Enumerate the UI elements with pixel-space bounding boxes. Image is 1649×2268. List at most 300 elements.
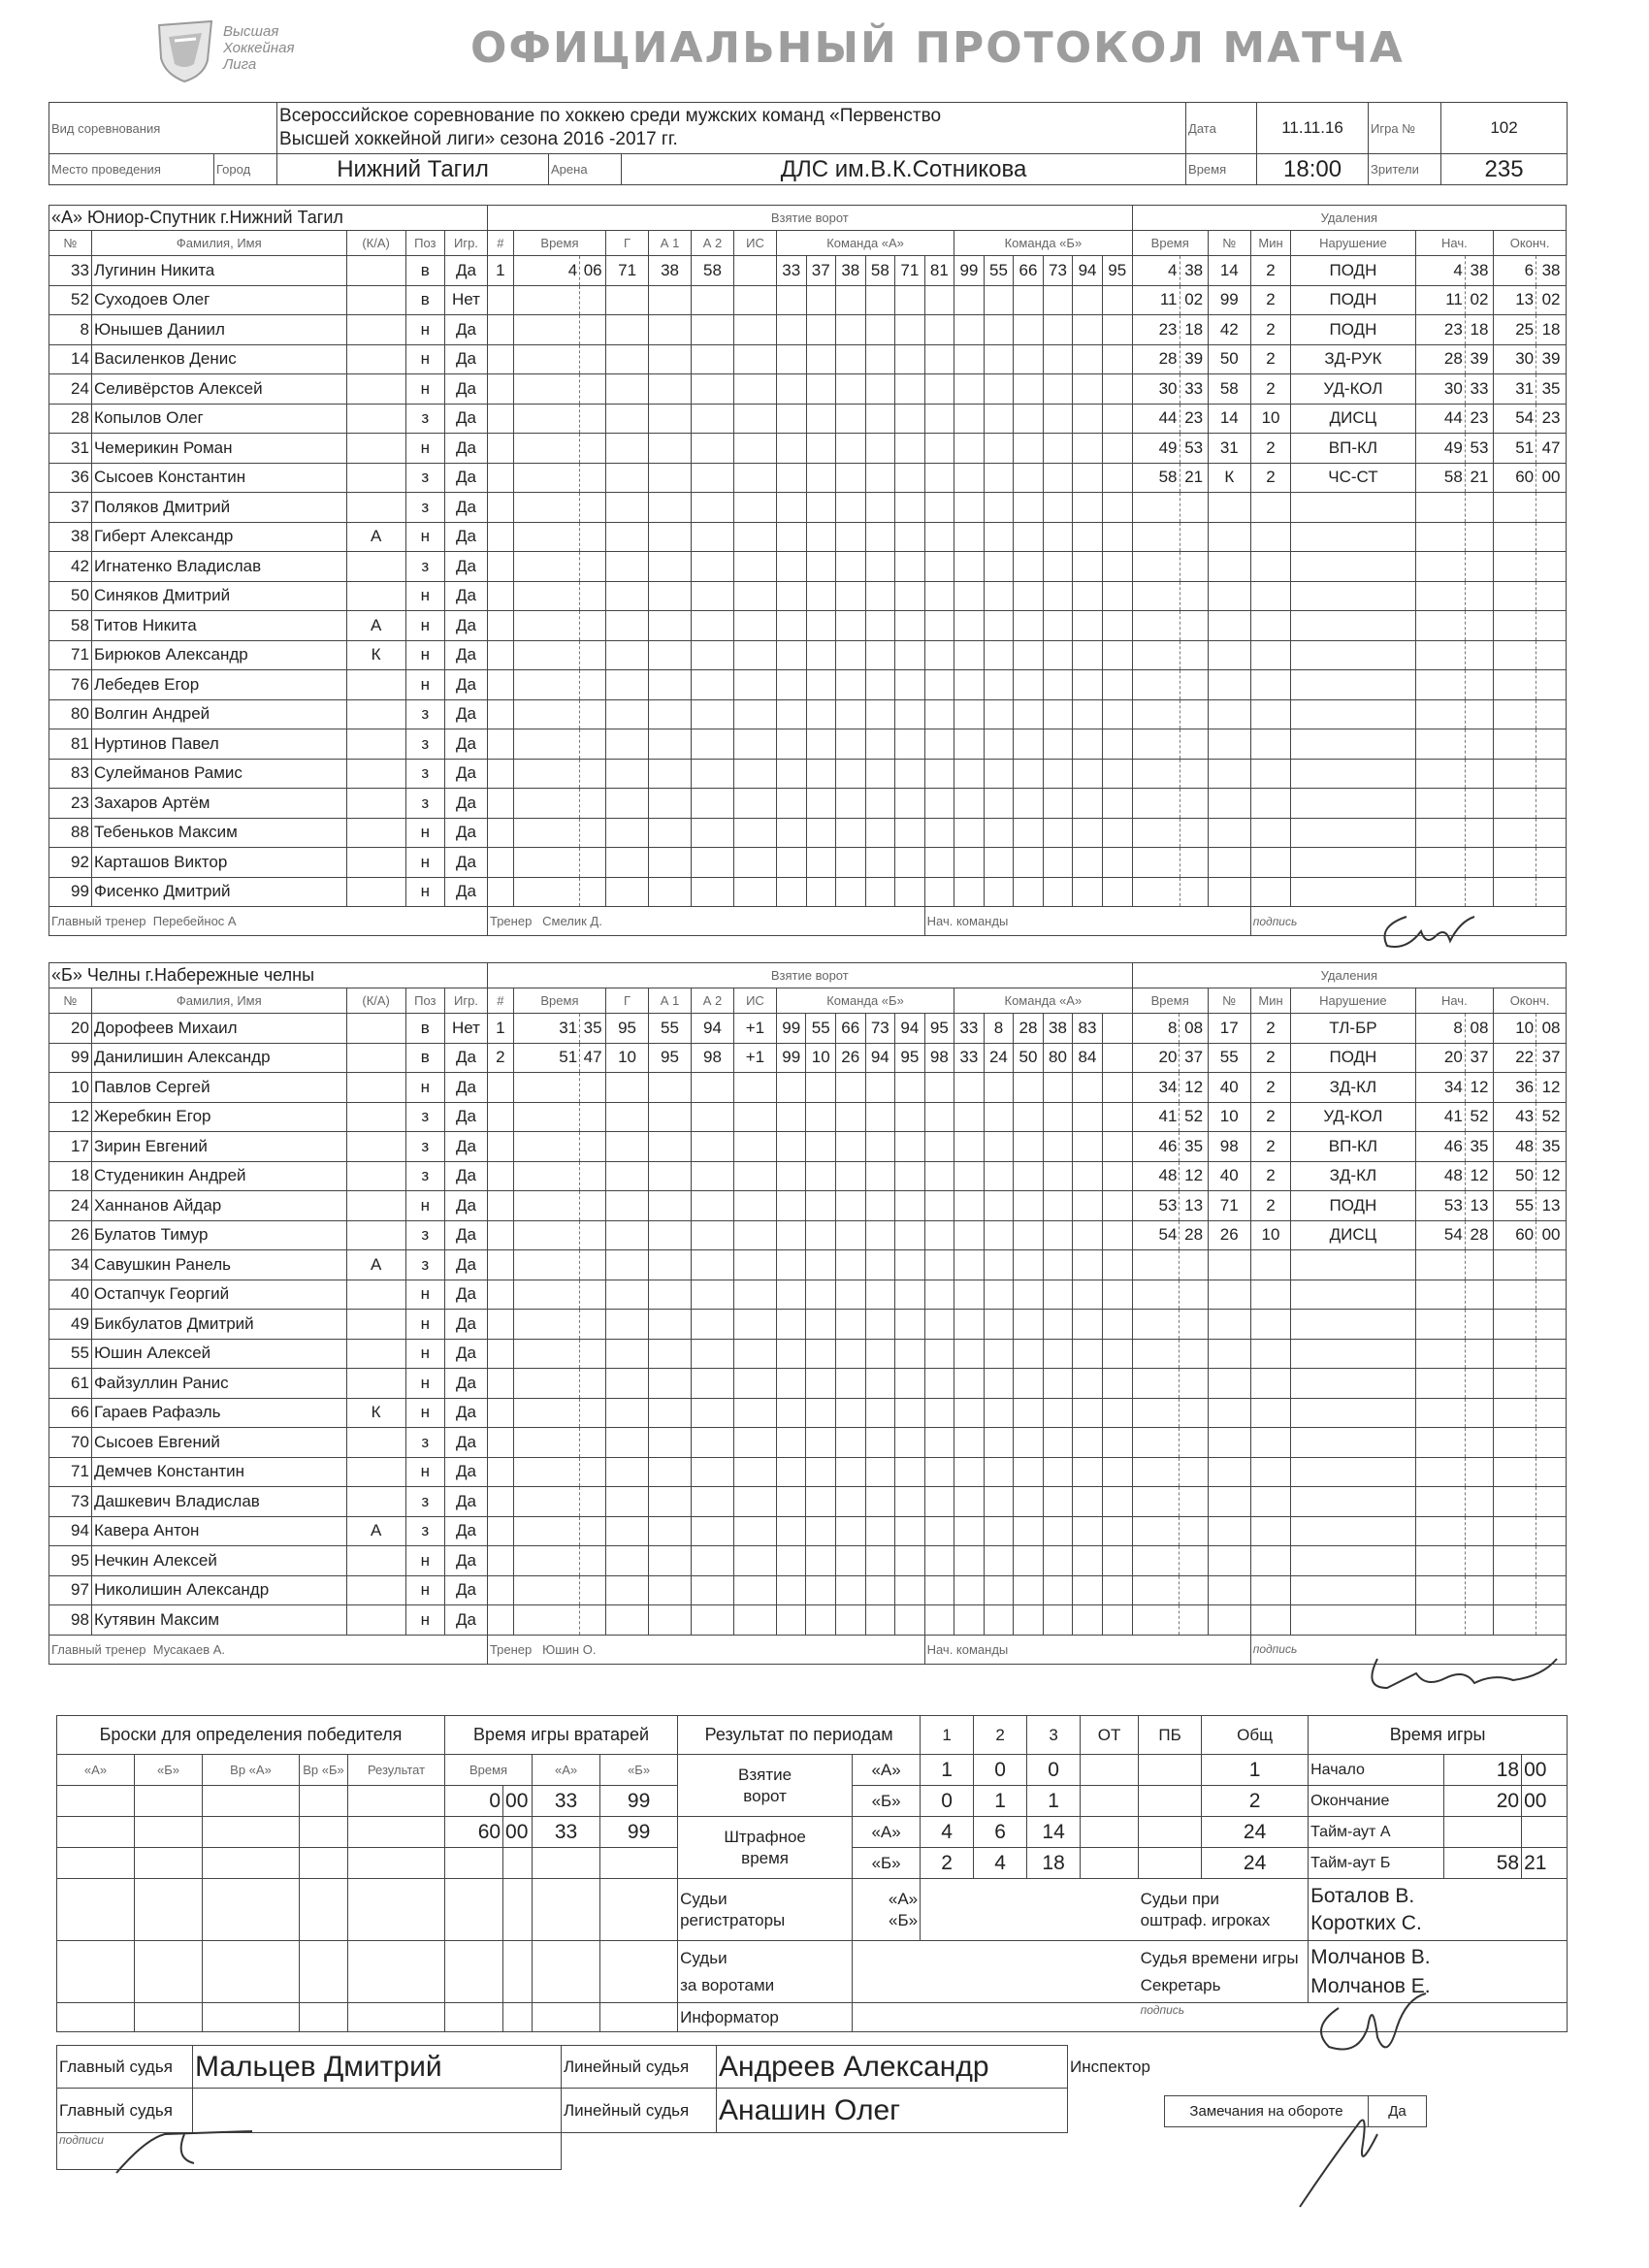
goal-index: [487, 434, 513, 464]
on-ice-opp: [1102, 434, 1132, 464]
pen-minutes: [1250, 493, 1291, 523]
goal-min: [513, 1398, 579, 1428]
pen-start-sec: 08: [1465, 1014, 1493, 1044]
goal-assist1: [649, 848, 692, 878]
player-name: Поляков Дмитрий: [91, 493, 346, 523]
on-ice-own: [836, 1457, 866, 1487]
pen-minutes: [1250, 1250, 1291, 1280]
goal-scorer: [606, 374, 649, 405]
on-ice-own: [895, 1132, 925, 1162]
player-row: [49, 1102, 1567, 1132]
on-ice-opp: [984, 1428, 1014, 1458]
player-row: [49, 256, 1567, 286]
goal-index: 1: [487, 1014, 513, 1044]
pen-sec: 33: [1180, 374, 1208, 405]
on-ice-own: [836, 1516, 866, 1546]
signatures-label: подписи: [57, 2133, 562, 2170]
pen-sec: [1180, 1487, 1208, 1517]
on-ice-own: [895, 759, 925, 789]
player-name: Карташов Виктор: [91, 848, 346, 878]
pen-start-min: [1415, 789, 1465, 819]
on-ice-opp: [954, 581, 985, 611]
chief-cell: Нач. команды: [924, 907, 1250, 936]
goal-strength: [734, 848, 777, 878]
pen-end-sec: [1536, 552, 1567, 582]
on-ice-opp: [1073, 1073, 1103, 1103]
goal-strength: [734, 493, 777, 523]
player-ka: [346, 1280, 405, 1310]
pen-minutes: [1250, 1575, 1291, 1605]
pen-violation: ЗД-КЛ: [1291, 1073, 1415, 1103]
registrar-label: Судьи регистраторы: [678, 1879, 853, 1941]
on-ice-opp: [1073, 1605, 1103, 1636]
pen-end-sec: [1536, 877, 1567, 907]
on-ice-own: [776, 1250, 806, 1280]
player-name: Фисенко Дмитрий: [91, 877, 346, 907]
on-ice-own: [924, 699, 954, 729]
goal-assist2: [692, 493, 734, 523]
pen-start-min: [1415, 848, 1465, 878]
goal-strength: +1: [733, 1014, 776, 1044]
goal-index: [487, 1546, 513, 1576]
on-ice-opp: [984, 1369, 1014, 1399]
goal-assist2: [692, 789, 734, 819]
goal-sec: [580, 640, 606, 670]
on-ice-own: [836, 522, 866, 552]
on-ice-own: [865, 581, 895, 611]
pen-min: [1132, 1516, 1180, 1546]
pen-start-min: [1415, 1310, 1465, 1340]
goal-strength: [734, 789, 777, 819]
goal-sec: [580, 1398, 606, 1428]
player-name: Остапчук Георгий: [91, 1280, 346, 1310]
on-ice-own: [776, 522, 806, 552]
on-ice-opp: [1043, 1516, 1073, 1546]
on-ice-own: [895, 789, 925, 819]
pen-start-sec: 13: [1465, 1191, 1493, 1221]
pen-player: 58: [1208, 374, 1250, 405]
on-ice-opp: [1102, 1575, 1132, 1605]
goals-header: Взятие ворот: [487, 206, 1132, 231]
city-value: Нижний Тагил: [277, 154, 549, 185]
remarks-label: Замечания на обороте: [1165, 2096, 1369, 2127]
pen-player: [1208, 581, 1250, 611]
pen-end-min: [1494, 1575, 1536, 1605]
on-ice-opp: [1102, 374, 1132, 405]
player-number: 36: [49, 463, 92, 493]
on-ice-opp: [1043, 1369, 1073, 1399]
spectators-label: Зрители: [1369, 154, 1441, 185]
player-pos: в: [405, 1043, 444, 1073]
on-ice-own: [836, 1310, 866, 1340]
goal-strength: [734, 729, 777, 760]
goal-assist1: [649, 1546, 692, 1576]
coach-cell: Главный тренер Перебейнос А: [49, 907, 488, 936]
player-ka: [346, 374, 405, 405]
on-ice-own: [836, 1428, 866, 1458]
on-ice-opp: [954, 463, 985, 493]
player-ka: [346, 1191, 405, 1221]
player-pos: н: [405, 374, 444, 405]
pen-minutes: [1250, 1398, 1291, 1428]
player-play: Да: [444, 877, 487, 907]
on-ice-own: [865, 729, 895, 760]
goal-strength: [734, 374, 777, 405]
on-ice-opp: [1073, 1191, 1103, 1221]
on-ice-opp: [1014, 877, 1044, 907]
on-ice-own: [836, 344, 866, 374]
goal-sec: [580, 1428, 606, 1458]
on-ice-opp: [954, 1191, 985, 1221]
on-ice-opp: [1102, 1250, 1132, 1280]
on-ice-own: [924, 1369, 954, 1399]
player-number: 83: [49, 759, 92, 789]
player-number: 26: [49, 1220, 92, 1250]
on-ice-own: [806, 1575, 836, 1605]
goal-scorer: [606, 493, 649, 523]
goal-scorer: [606, 581, 649, 611]
goal-sec: [580, 1220, 606, 1250]
on-ice-opp: [1102, 1310, 1132, 1340]
goal-assist2: [692, 1310, 734, 1340]
col-team-own: Команда «Б»: [776, 988, 954, 1014]
player-ka: [346, 1102, 405, 1132]
on-ice-opp: [1073, 1161, 1103, 1191]
goal-assist1: [649, 1310, 692, 1340]
goal-strength: [733, 1073, 776, 1103]
pen-end-sec: [1536, 1280, 1567, 1310]
col-pen-time: Время: [1132, 988, 1208, 1014]
player-name: Бирюков Александр: [91, 640, 346, 670]
goal-index: [487, 1369, 513, 1399]
on-ice-opp: [1014, 1575, 1044, 1605]
pen-end-min: [1494, 818, 1536, 848]
on-ice-opp: [1014, 699, 1044, 729]
player-row: [49, 670, 1567, 700]
pen-violation: [1291, 1369, 1415, 1399]
on-ice-opp: [1102, 1132, 1132, 1162]
goal-assist2: [692, 1339, 734, 1369]
goal-index: [487, 285, 513, 315]
pen-start-sec: [1465, 1398, 1493, 1428]
pen-min: 58: [1132, 463, 1180, 493]
on-ice-opp: [1102, 581, 1132, 611]
on-ice-own: [924, 285, 954, 315]
pen-sec: 37: [1180, 1043, 1208, 1073]
on-ice-own: [776, 1132, 806, 1162]
pen-violation: ЧС-СТ: [1291, 463, 1415, 493]
pen-violation: ПОДН: [1291, 1043, 1415, 1073]
goal-assist1: [649, 493, 692, 523]
on-ice-opp: [1043, 1310, 1073, 1340]
pen-start-min: [1415, 1398, 1465, 1428]
on-ice-opp: [1073, 344, 1103, 374]
on-ice-opp: [1043, 1220, 1073, 1250]
player-pos: з: [405, 1487, 444, 1517]
on-ice-own: [836, 1398, 866, 1428]
on-ice-own: [806, 493, 836, 523]
player-play: Да: [444, 759, 487, 789]
gk-time-min: 0: [445, 1786, 503, 1817]
on-ice-own: [865, 1398, 895, 1428]
player-number: 52: [49, 285, 92, 315]
goal-min: [513, 1487, 579, 1517]
pen-violation: [1291, 1339, 1415, 1369]
goal-scorer: [606, 670, 649, 700]
player-row: [49, 1073, 1567, 1103]
linesman-label: Линейный судья: [562, 2089, 717, 2133]
on-ice-own: [865, 1339, 895, 1369]
end-label: Окончание: [1309, 1786, 1444, 1817]
player-number: 8: [49, 315, 92, 345]
goal-assist2: [692, 1191, 734, 1221]
on-ice-opp: [1043, 581, 1073, 611]
player-pos: н: [405, 611, 444, 641]
on-ice-opp: [1014, 1516, 1044, 1546]
pen-start-sec: 37: [1465, 1043, 1493, 1073]
on-ice-own: [924, 374, 954, 405]
goal-strength: [733, 1605, 776, 1636]
arena-label: Арена: [549, 154, 622, 185]
goal-index: [487, 848, 513, 878]
pim-team-a: «А»: [853, 1817, 921, 1848]
player-number: 24: [49, 1191, 92, 1221]
pen-end-sec: [1536, 759, 1567, 789]
goal-min: [513, 1369, 579, 1399]
player-play: Да: [444, 670, 487, 700]
on-ice-opp: [1014, 1310, 1044, 1340]
goal-sec: [580, 1132, 606, 1162]
on-ice-opp: [1043, 789, 1073, 819]
pen-minutes: 2: [1250, 1191, 1291, 1221]
pen-minutes: [1250, 1516, 1291, 1546]
goal-assist2: [692, 640, 734, 670]
pen-sec: 12: [1180, 1161, 1208, 1191]
referee-label: Главный судья: [57, 2046, 193, 2089]
player-play: Да: [444, 1220, 487, 1250]
pen-minutes: [1250, 877, 1291, 907]
on-ice-own: [895, 285, 925, 315]
goal-index: [487, 670, 513, 700]
player-row: [49, 789, 1567, 819]
player-number: 40: [49, 1280, 92, 1310]
on-ice-opp: [954, 1339, 985, 1369]
on-ice-opp: [984, 1220, 1014, 1250]
on-ice-opp: [1102, 1191, 1132, 1221]
pen-end-min: [1494, 729, 1536, 760]
goal-sec: [580, 315, 606, 345]
on-ice-opp: [1043, 1605, 1073, 1636]
player-pos: н: [405, 640, 444, 670]
competition-label: Вид соревнования: [49, 103, 277, 154]
goal-strength: [733, 1191, 776, 1221]
period-cell: 4: [974, 1848, 1027, 1879]
goal-assist1: 55: [649, 1014, 692, 1044]
goal-min: [513, 285, 579, 315]
pen-end-sec: [1536, 1575, 1567, 1605]
player-ka: К: [346, 640, 405, 670]
goal-index: [487, 729, 513, 760]
player-number: 61: [49, 1369, 92, 1399]
on-ice-opp: [1043, 1102, 1073, 1132]
pen-player: 55: [1208, 1043, 1250, 1073]
on-ice-opp: [984, 1605, 1014, 1636]
on-ice-opp: [1073, 522, 1103, 552]
player-name: Зирин Евгений: [91, 1132, 346, 1162]
goal-assist2: [692, 552, 734, 582]
goal-assist2: [692, 1280, 734, 1310]
player-number: 73: [49, 1487, 92, 1517]
goal-scorer: [606, 552, 649, 582]
team-sign-cell: подпись: [1250, 1635, 1566, 1664]
city-label: Город: [214, 154, 277, 185]
game-number: 102: [1441, 103, 1568, 154]
goal-assist2: [692, 877, 734, 907]
on-ice-own: [924, 759, 954, 789]
on-ice-opp: [1073, 1132, 1103, 1162]
goal-strength: [734, 256, 777, 286]
pen-end-min: [1494, 1487, 1536, 1517]
goal-assist2: [692, 1398, 734, 1428]
on-ice-own: [924, 1102, 954, 1132]
pen-end-sec: 47: [1536, 434, 1567, 464]
pen-minutes: 2: [1250, 315, 1291, 345]
on-ice-opp: [1014, 1102, 1044, 1132]
pen-violation: [1291, 699, 1415, 729]
pen-min: 44: [1132, 404, 1180, 434]
on-ice-own: [924, 1546, 954, 1576]
pen-sec: 02: [1180, 285, 1208, 315]
player-name: Бикбулатов Дмитрий: [91, 1310, 346, 1340]
pen-min: [1132, 1457, 1180, 1487]
on-ice-opp: 94: [1073, 256, 1103, 286]
on-ice-opp: 66: [1014, 256, 1044, 286]
goal-min: [513, 581, 579, 611]
on-ice-own: 99: [776, 1014, 806, 1044]
goal-index: [487, 493, 513, 523]
goal-min: 51: [513, 1043, 579, 1073]
on-ice-own: [895, 1161, 925, 1191]
goal-assist1: [649, 877, 692, 907]
goal-scorer: [606, 729, 649, 760]
on-ice-opp: [1102, 729, 1132, 760]
pen-start-sec: [1465, 640, 1493, 670]
on-ice-own: [895, 1250, 925, 1280]
pen-minutes: [1250, 1310, 1291, 1340]
pen-player: 17: [1208, 1014, 1250, 1044]
on-ice-own: [924, 1339, 954, 1369]
goal-index: [487, 1310, 513, 1340]
pen-violation: [1291, 1428, 1415, 1458]
col-min: Мин: [1250, 231, 1291, 256]
on-ice-own: [924, 1250, 954, 1280]
on-ice-opp: [1043, 640, 1073, 670]
pen-end-sec: 37: [1536, 1043, 1567, 1073]
player-row: [49, 522, 1567, 552]
pen-min: 28: [1132, 344, 1180, 374]
pen-end-sec: [1536, 611, 1567, 641]
goal-index: [487, 1605, 513, 1636]
player-pos: н: [405, 1546, 444, 1576]
on-ice-opp: [1014, 1605, 1044, 1636]
pen-player: [1208, 877, 1250, 907]
on-ice-opp: [984, 699, 1014, 729]
goal-assist2: [692, 285, 734, 315]
timeout-b-sec: 21: [1522, 1848, 1568, 1879]
pen-player: [1208, 670, 1250, 700]
goal-assist2: [692, 434, 734, 464]
on-ice-own: [776, 699, 806, 729]
pen-violation: ПОДН: [1291, 256, 1415, 286]
on-ice-own: [806, 1280, 836, 1310]
on-ice-opp: [1014, 581, 1044, 611]
pen-sec: 23: [1180, 404, 1208, 434]
period-cell: 0: [1027, 1755, 1081, 1786]
on-ice-opp: [984, 818, 1014, 848]
on-ice-opp: [954, 315, 985, 345]
on-ice-opp: 83: [1073, 1014, 1103, 1044]
on-ice-own: [806, 1339, 836, 1369]
on-ice-own: [924, 434, 954, 464]
goal-index: [487, 1191, 513, 1221]
goal-strength: [733, 1102, 776, 1132]
player-row: [49, 1575, 1567, 1605]
pen-violation: ПОДН: [1291, 285, 1415, 315]
signature-inspector-icon: [1290, 2105, 1406, 2212]
pen-min: 30: [1132, 374, 1180, 405]
goal-scorer: [606, 1575, 649, 1605]
pen-minutes: [1250, 848, 1291, 878]
goal-sec: [580, 759, 606, 789]
on-ice-opp: [954, 877, 985, 907]
player-play: Да: [444, 1605, 487, 1636]
on-ice-opp: [1014, 670, 1044, 700]
on-ice-own: [836, 1132, 866, 1162]
pen-end-min: 55: [1494, 1191, 1536, 1221]
on-ice-opp: [1102, 1398, 1132, 1428]
goal-assist1: [649, 611, 692, 641]
player-play: Да: [444, 1575, 487, 1605]
player-number: 66: [49, 1398, 92, 1428]
player-number: 71: [49, 1457, 92, 1487]
goal-index: [487, 789, 513, 819]
on-ice-own: [924, 640, 954, 670]
goal-min: [513, 1575, 579, 1605]
on-ice-opp: [984, 1250, 1014, 1280]
player-pos: з: [405, 404, 444, 434]
on-ice-opp: [954, 1398, 985, 1428]
player-ka: [346, 699, 405, 729]
goal-scorer: 95: [606, 1014, 649, 1044]
pen-start-min: [1415, 759, 1465, 789]
goal-strength: [734, 552, 777, 582]
player-ka: А: [346, 522, 405, 552]
on-ice-opp: [1043, 1280, 1073, 1310]
pen-violation: [1291, 1250, 1415, 1280]
goal-assist1: 38: [649, 256, 692, 286]
period-cell: 6: [974, 1817, 1027, 1848]
on-ice-own: [836, 1575, 866, 1605]
pen-violation: [1291, 759, 1415, 789]
on-ice-opp: [1043, 285, 1073, 315]
on-ice-opp: [984, 285, 1014, 315]
player-row: [49, 729, 1567, 760]
on-ice-opp: [1014, 848, 1044, 878]
goal-strength: +1: [733, 1043, 776, 1073]
player-pos: н: [405, 1339, 444, 1369]
on-ice-opp: [1073, 640, 1103, 670]
on-ice-opp: [1102, 315, 1132, 345]
